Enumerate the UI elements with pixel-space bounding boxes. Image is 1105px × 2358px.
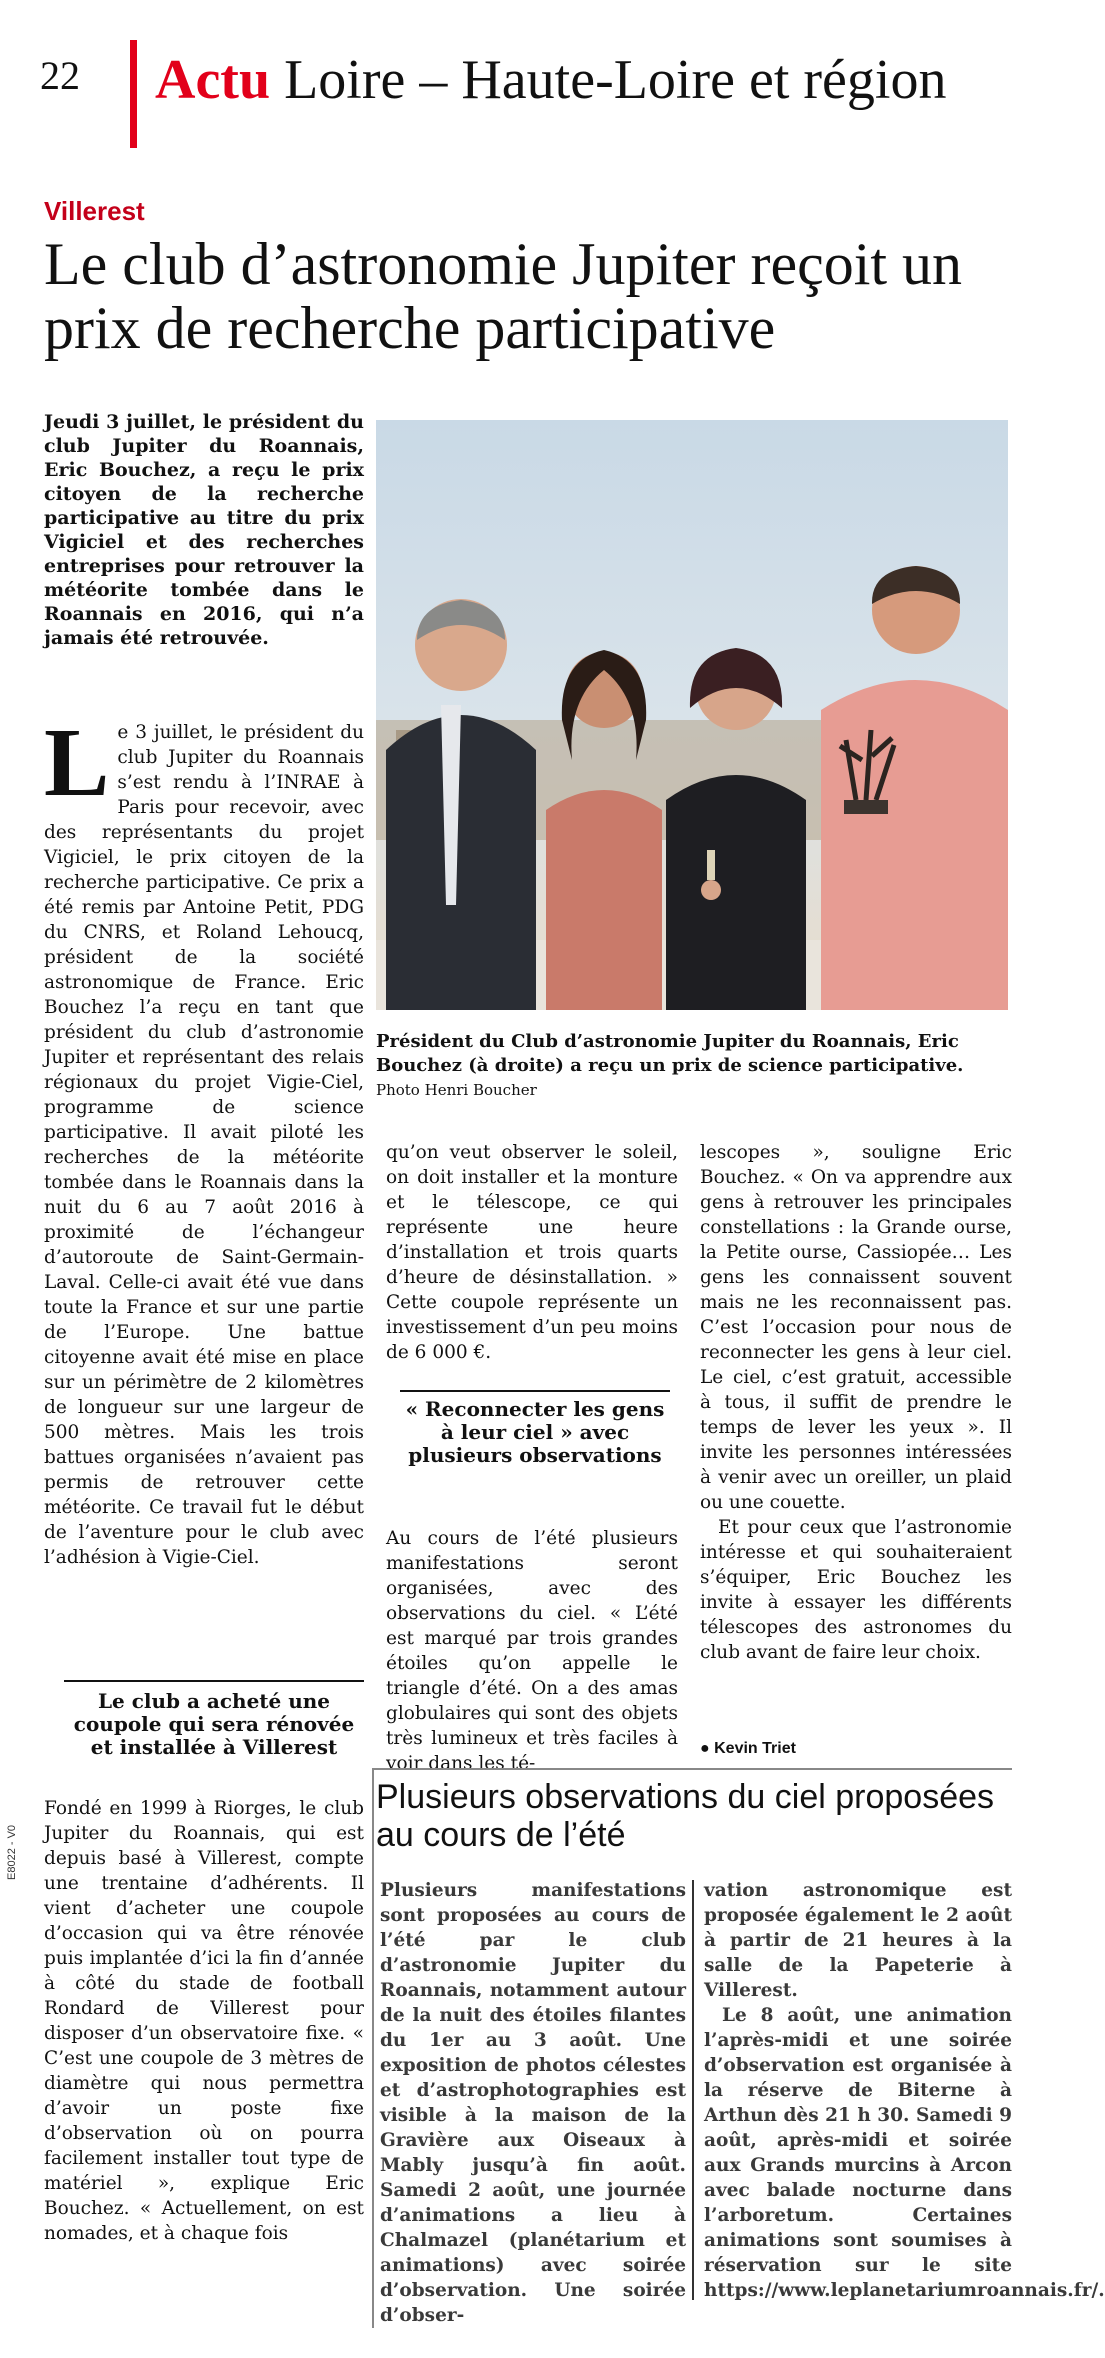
margin-code: E8022 - V0 bbox=[6, 1824, 18, 1880]
box-paragraph-3: Le 8 août, une animation l’après-midi et une soirée d’observation est organisée à la réserve de Biterne à Arthun dès 21 h 30. Samedi 9 août, après-midi et soirée aux Grands murcins à Arcon avec balade nocturne dans l’arboretum. Certaines animations sont soumises à réservation sur le site https://www.leplanetariumroannais.fr/. bbox=[704, 2005, 1105, 2301]
section-title bbox=[155, 48, 946, 112]
article-photo bbox=[376, 420, 1008, 1010]
article-lead bbox=[44, 410, 364, 650]
photo-illustration bbox=[376, 420, 1008, 1010]
subheading-coupole: Le club a acheté une coupole qui sera rénovée et installée à Villerest bbox=[64, 1680, 364, 1759]
body-paragraph-2: Fondé en 1999 à Riorges, le club Jupiter du Roannais, qui est depuis basé à Villerest, compte une trentaine d’adhérents. Il vient d’acheter une coupole d’occasion qui va être rénovée puis implantée d’ici la fin d’année à côté du stade de football Rondard de Villerest pour disposer d’un observatoire fixe. « C’est une coupole de 3 mètres de diamètre qui nous permettra d’avoir un poste fixe d’observation où on pourra facilement installer tout type de matériel », explique Eric Bouchez. « Actuellement, on est nomades, et à chaque fois bbox=[44, 1798, 364, 2244]
page-number: 22 bbox=[40, 53, 80, 98]
box-title: Plusieurs observations du ciel proposées au cours de l’été bbox=[376, 1778, 995, 1854]
subheading-reconnecter: « Reconnecter les gens à leur ciel » avec plusieurs observations bbox=[400, 1390, 670, 1467]
body-paragraph-6: Et pour ceux que l’astronomie intéresse et qui souhaiteraient s’équiper, Eric Bouchez les invite à essayer les différents télescopes des astronomes du club avant de faire leur choix. bbox=[700, 1517, 1012, 1663]
body-paragraph-1: e 3 juillet, le président du club Jupiter du Roannais s’est rendu à l’INRAE à Paris pour recevoir, avec des représentants du projet Vigiciel, le prix citoyen de la recherche participative. Ce prix a été remis par Antoine Petit, PDG du CNRS, et Roland Lehoucq, président de la société astronomique de France. Eric Bouchez l’a reçu en tant que président du club d’astronomie Jupiter et représentant des relais régionaux du projet Vigie-Ciel, programme de science participative. Il avait piloté les recherches de la météorite tombée dans le Roannais dans la nuit du 6 au 7 août 2016 à proximité de l’échangeur d’autoroute de Saint-Germain-Laval. Celle-ci avait été vue dans toute la France et sur une partie de l’Europe. Une battue citoyenne avait été mise en place sur un périmètre de 2 kilomètres de longueur sur une largeur de 500 mètres. Mais les trois battues organisées n’avaient pas permis de retrouver cette météorite. Ce travail fut le début de l’aventure pour le club avec l’adhésion à Vigie-Ciel. bbox=[44, 722, 364, 1568]
box-column-2 bbox=[704, 1878, 1105, 2303]
photo-credit: Photo Henri Boucher bbox=[376, 1081, 537, 1099]
photo-caption bbox=[376, 1030, 1008, 1102]
article-byline: ● Kevin Triet bbox=[700, 1740, 796, 1757]
article-kicker: Villerest bbox=[44, 196, 145, 226]
dropcap: L bbox=[44, 709, 110, 817]
lead-text: Jeudi 3 juillet, le président du club Jupiter du Roannais, Eric Bouchez, a reçu le prix citoyen de la recherche participative au titre du prix Vigiciel et des recherches entreprises pour retrouver la météorite tombée dans le Roannais en 2016, qui n’a jamais été retrouvée. bbox=[44, 411, 364, 649]
box-column-divider bbox=[692, 1880, 694, 2300]
box-paragraph-2: vation astronomique est proposée également le 2 août à partir de 21 heures à la salle de la Papeterie à Villerest. bbox=[704, 1880, 1012, 2001]
region-label: Loire – Haute-Loire et région bbox=[284, 49, 947, 111]
article-body-col2-bottom bbox=[386, 1526, 678, 1776]
article-headline: Le club d’astronomie Jupiter reçoit un prix de recherche participative bbox=[44, 231, 963, 361]
article-body-col2 bbox=[386, 1140, 678, 1365]
body-paragraph-3: qu’on veut observer le soleil, on doit installer et la monture et le télescope, ce qui représente une heure d’installation et trois quarts d’heure de désinstallation. » Cette coupole représente un investissement d’un peu moins de 6 000 €. bbox=[386, 1142, 678, 1363]
header-divider bbox=[130, 40, 137, 148]
section-label: Actu bbox=[155, 49, 271, 111]
body-paragraph-5: lescopes », souligne Eric Bouchez. « On va apprendre aux gens à retrouver les principales constellations : la Grande ourse, la Petite ourse, Cassiopée… Les gens les connaissent souvent mais ne les reconnaissent pas. C’est l’occasion pour nous de reconnecter les gens à leur ciel. Le ciel, c’est gratuit, accessible à tous, il suffit de prendre le temps de lever les yeux ». Il invite les personnes intéressées à venir avec un oreiller, un plaid ou une couette. bbox=[700, 1142, 1012, 1513]
article-body-col1 bbox=[44, 709, 364, 1570]
article-body-col3 bbox=[700, 1140, 1012, 1665]
page-header bbox=[0, 0, 1036, 120]
box-column-1 bbox=[380, 1878, 686, 2328]
box-paragraph-1: Plusieurs manifestations sont proposées au cours de l’été par le club d’astronomie Jupiter du Roannais, notamment autour de la nuit des étoiles filantes du 1er au 3 août. Une exposition de photos célestes et d’astrophotographies est visible à la maison de la Gravière aux Oiseaux à Mably jusqu’à fin août. Samedi 2 août, une journée d’animations a lieu à Chalmazel (planétarium et animations) avec soirée d’observation. Une soirée d’obser- bbox=[380, 1880, 686, 2326]
article-body-col1-bottom bbox=[44, 1796, 364, 2246]
body-paragraph-4: Au cours de l’été plusieurs manifestations seront organisées, avec des observations du ciel. « L’été est marqué par trois grandes étoiles qu’on appelle le triangle d’été. On a des amas globulaires qui sont des objets très lumineux et très faciles à voir dans les té- bbox=[386, 1528, 678, 1774]
caption-text: Président du Club d’astronomie Jupiter du Roannais, Eric Bouchez (à droite) a reçu un prix de science participative. bbox=[376, 1031, 964, 1076]
